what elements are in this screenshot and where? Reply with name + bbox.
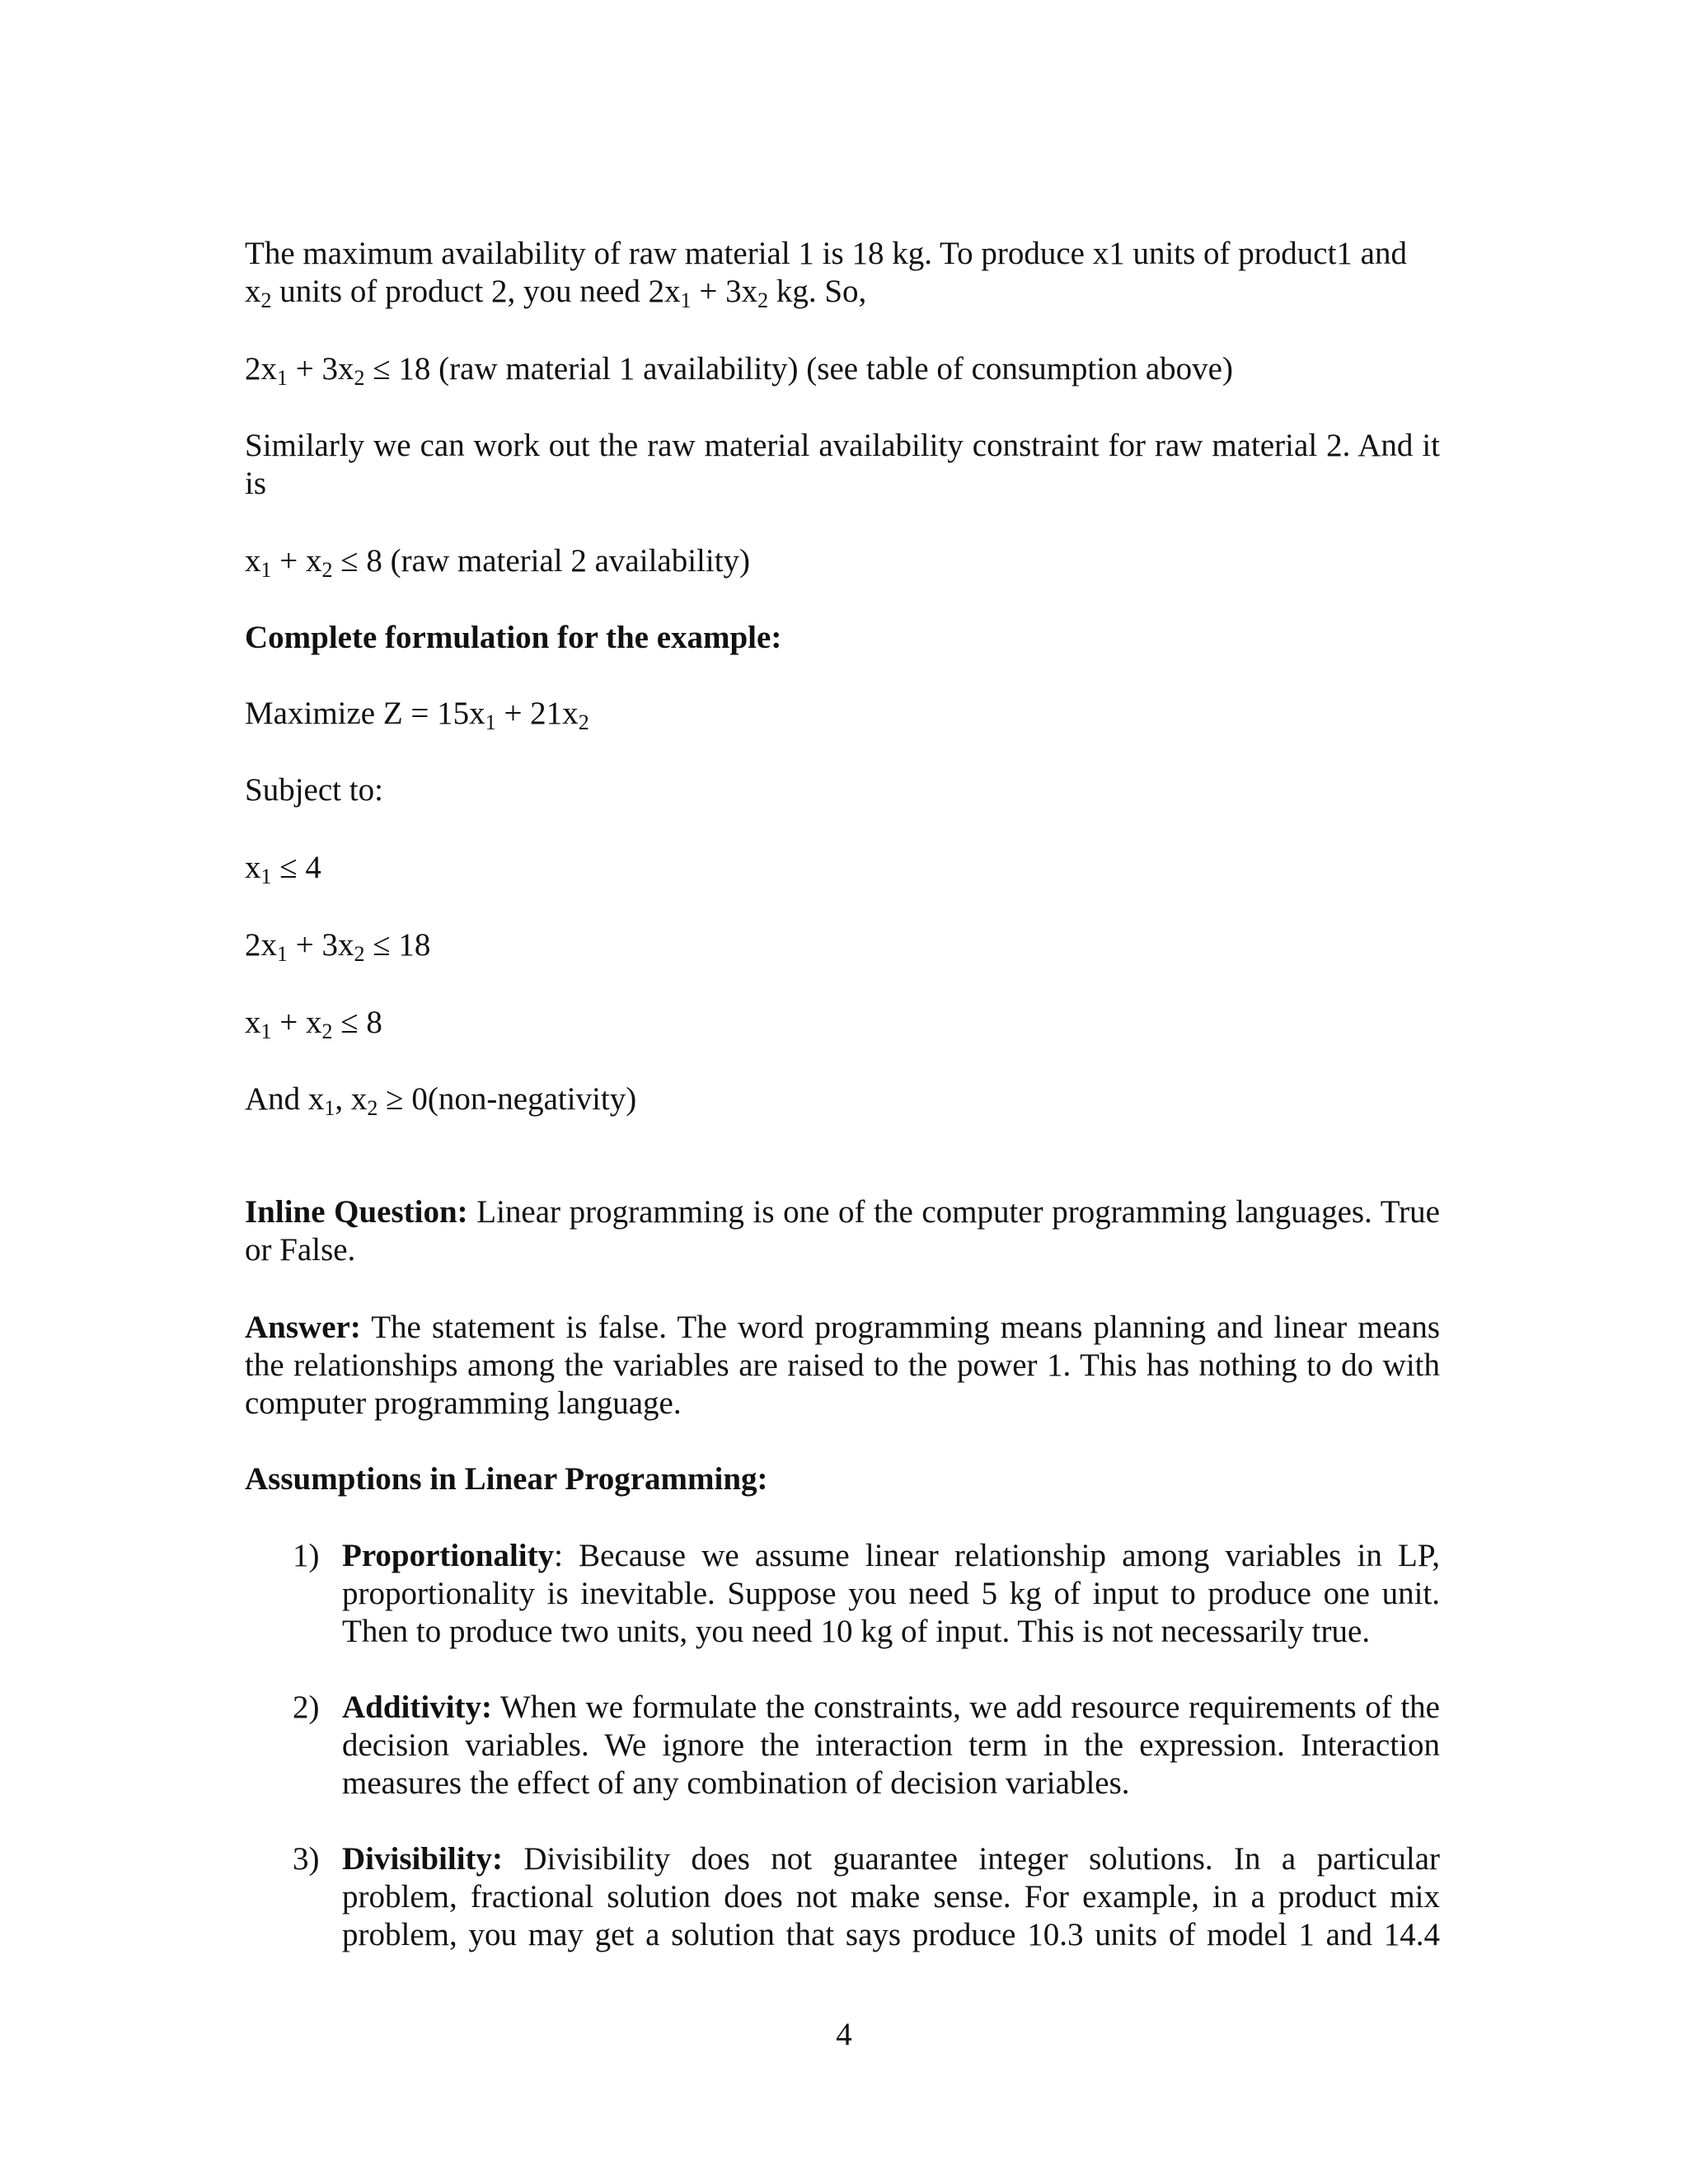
list-number: 2) <box>293 1690 320 1725</box>
assumption-text: Divisibility does not guarantee integer solutions. In a particular problem, fractional solution does not make sense. For example, in a product mix problem, you may get a solution that says produce 10.3 units of model 1 and 14.4 <box>342 1841 1440 1952</box>
answer-label: Answer: <box>245 1310 361 1345</box>
constraint-material-2: $x_1 + x_2 \le 8$ <box>245 1005 382 1043</box>
paragraph-raw-material-2: Similarly we can work out the raw material availability constraint for raw material 2. And it is <box>245 428 1440 501</box>
inline-question <box>245 1193 1440 1269</box>
constraint-material-1: $2x_1 + 3x_2 \le 18$ <box>245 927 431 966</box>
assumption-title: Divisibility: <box>342 1841 504 1877</box>
list-number: 1) <box>293 1538 320 1573</box>
assumption-title: Additivity: <box>342 1690 493 1725</box>
subject-to-label: Subject to: <box>245 772 383 808</box>
constraint-x1: $x_1 \le 4$ <box>245 850 321 888</box>
constraint-non-negativity: And $x_1$, $x_2$ ≥ 0(non-negativity) <box>245 1081 637 1120</box>
heading-complete-formulation: Complete formulation for the example: <box>245 620 782 655</box>
constraint-raw-material-1: $2x_1 + 3x_2 \le 18$ (raw material 1 availability) (see table of consumption above) <box>245 351 1233 390</box>
list-item <box>293 1840 1440 1954</box>
inline-question-text: Linear programming is one of the computer programming languages. True or False. <box>245 1194 1440 1268</box>
paragraph-line: The maximum availability of raw material 1 is 18 kg. To produce x1 units of product1 and <box>245 236 1407 271</box>
objective-function: Maximize $Z = 15x_1 + 21x_2$ <box>245 696 589 734</box>
assumption-text: When we formulate the constraints, we add resource requirements of the decision variables. We ignore the interaction term in the expression. Interaction measures the effect of any combination of decision variables. <box>342 1690 1440 1801</box>
heading-assumptions: Assumptions in Linear Programming: <box>245 1461 768 1497</box>
list-number: 3) <box>293 1841 320 1877</box>
assumption-title: Proportionality <box>342 1538 555 1573</box>
list-item <box>293 1689 1440 1802</box>
assumption-text: : Because we assume linear relationship among variables in LP, proportionality is inevitable. Suppose you need 5 kg of input to produce one unit. Then to produce two units, you need 10 kg of input. This is not necessarily true. <box>342 1538 1440 1649</box>
list-item <box>293 1537 1440 1651</box>
answer-text: The statement is false. The word programming means planning and linear means the relationships among the variables are raised to the power 1. This has nothing to do with computer programming language. <box>245 1310 1440 1421</box>
inline-question-label: Inline Question: <box>245 1194 468 1230</box>
paragraph-raw-material-1: The maximum availability of raw material 1 is 18 kg. To produce x1 units of product1 and $x_2$ units of product 2, you need $2x_1 + 3x_2$ kg. So, <box>245 236 1407 312</box>
constraint-raw-material-2: $x_1 + x_2 \le 8$ (raw material 2 availability) <box>245 543 751 582</box>
page-number: 4 <box>836 2017 852 2052</box>
answer-paragraph <box>245 1309 1440 1422</box>
